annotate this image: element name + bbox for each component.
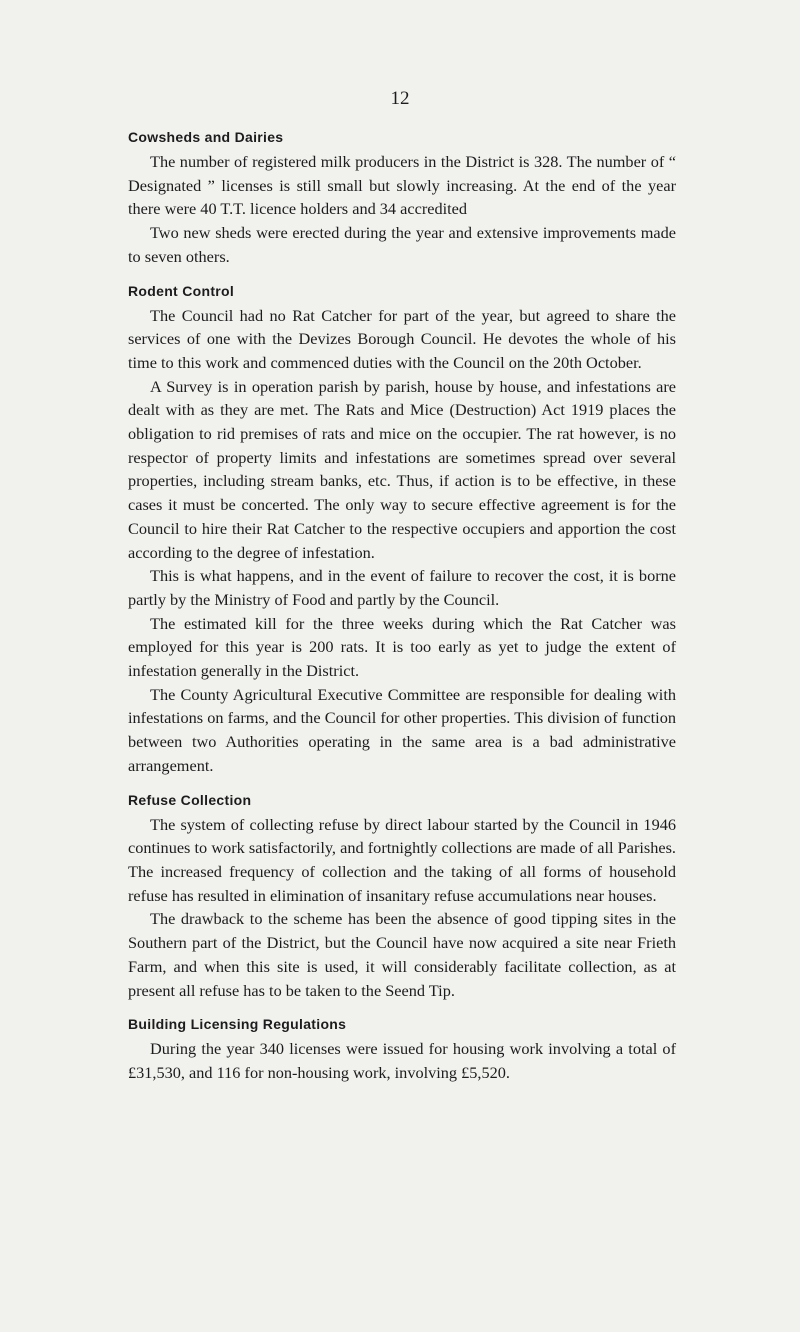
paragraph: A Survey is in operation parish by parish, house by house, and infestations are dealt with as they are met. The Rats and Mice (Destruction) Act 1919 places the obligation to rid premises of rats and mice on the occupier. The rat however, is no respector of property limits and infestations are sometimes spread over several properties, including stream banks, etc. Thus, if action is to be effective, in these cases it must be concerted. The only way to secure effective agreement is for the Council to hire their Rat Catcher to the respective occupiers and apportion the cost according to the degree of infestation. [128,376,676,562]
paragraph: The system of collecting refuse by direct labour started by the Council in 1946 continues to work satisfactorily, and fortnightly collections are made of all Parishes. The increased frequency of collection and the taking of all forms of household refuse has resulted in elimination of insanitary refuse accumulations near houses. [128,814,676,905]
paragraph: The number of registered milk producers in the District is 328. The number of “ Designated ” licenses is still small but slowly increasing. At the end of the year there were 40 T.T. licence holders and 34 accredited [128,152,676,219]
section-cowsheds [128,129,676,269]
page-number: 12 [390,88,410,109]
paragraph: The County Agricultural Executive Committee are responsible for dealing with infestations on farms, and the Council for other properties. This division of function between two Authorities operating in the same area is a bad administrative arrangement. [128,684,676,775]
section-heading: Rodent Control [128,282,235,299]
paragraph: The estimated kill for the three weeks during which the Rat Catcher was employed for this year is 200 rats. It is too early as yet to judge the extent of infestation generally in the District. [128,613,676,681]
section-heading: Refuse Collection [128,791,252,808]
section-rodent-control [128,283,676,778]
section-heading: Cowsheds and Dairies [128,129,284,145]
section-heading: Building Licensing Regulations [128,1016,347,1033]
paragraph: The drawback to the scheme has been the absence of good tipping sites in the Southern part of the District, but the Council have now acquired a site near Frieth Farm, and when this site is used, it will considerably facilitate collection, as at present all refuse has to be taken to the Seend Tip. [128,909,676,1000]
section-refuse-collection [128,792,676,1003]
section-building-licensing [128,1016,676,1084]
document-body [128,129,676,1099]
paragraph: This is what happens, and in the event of failure to recover the cost, it is borne partly by the Ministry of Food and partly by the Council. [128,566,676,609]
paragraph: Two new sheds were erected during the year and extensive improvements made to seven others. [128,223,676,266]
paragraph: The Council had no Rat Catcher for part of the year, but agreed to share the services of one with the Devizes Borough Council. He devotes the whole of his time to this work and commenced duties with the Council on the 20th October. [128,305,676,372]
paragraph: During the year 340 licenses were issued for housing work involving a total of £31,530, and 116 for non-housing work, involving £5,520. [128,1039,676,1082]
